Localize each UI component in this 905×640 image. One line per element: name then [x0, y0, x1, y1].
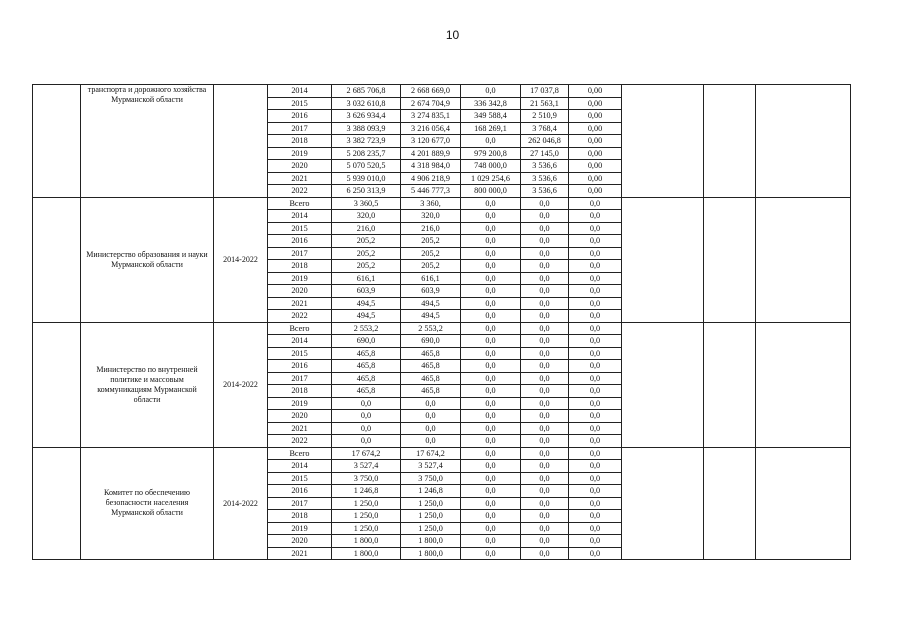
local-budget-cell: 0,0	[521, 322, 569, 335]
local-budget-cell: 0,0	[521, 397, 569, 410]
empty-indicator-cell	[756, 447, 851, 560]
local-budget-cell: 0,0	[521, 260, 569, 273]
total-cell: 5 939 010,0	[332, 172, 401, 185]
year-cell: 2015	[268, 97, 332, 110]
local-budget-cell: 0,0	[521, 547, 569, 560]
year-cell: 2020	[268, 410, 332, 423]
other-sources-cell: 0,0	[569, 310, 622, 323]
other-sources-cell: 0,00	[569, 110, 622, 123]
federal-budget-cell: 0,0	[461, 310, 521, 323]
empty-indicator-cell	[704, 447, 756, 560]
regional-budget-cell: 465,8	[401, 347, 461, 360]
federal-budget-cell: 0,0	[461, 485, 521, 498]
regional-budget-cell: 4 318 984,0	[401, 160, 461, 173]
period-cell: 2014-2022	[214, 197, 268, 322]
regional-budget-cell: 0,0	[401, 397, 461, 410]
total-cell: 2 553,2	[332, 322, 401, 335]
executor-name-cell: Комитет по обеспечению безопасности населения Мурманской области	[81, 447, 214, 560]
federal-budget-cell: 0,0	[461, 360, 521, 373]
other-sources-cell: 0,0	[569, 247, 622, 260]
regional-budget-cell: 603,9	[401, 285, 461, 298]
other-sources-cell: 0,0	[569, 297, 622, 310]
regional-budget-cell: 465,8	[401, 372, 461, 385]
regional-budget-cell: 2 553,2	[401, 322, 461, 335]
year-cell: 2016	[268, 360, 332, 373]
federal-budget-cell: 0,0	[461, 497, 521, 510]
regional-budget-cell: 465,8	[401, 385, 461, 398]
total-cell: 616,1	[332, 272, 401, 285]
other-sources-cell: 0,00	[569, 172, 622, 185]
regional-budget-cell: 3 527,4	[401, 460, 461, 473]
local-budget-cell: 17 037,8	[521, 85, 569, 98]
total-cell: 0,0	[332, 435, 401, 448]
total-cell: 465,8	[332, 372, 401, 385]
year-cell: 2015	[268, 472, 332, 485]
other-sources-cell: 0,0	[569, 447, 622, 460]
year-cell: 2022	[268, 435, 332, 448]
total-cell: 1 250,0	[332, 497, 401, 510]
executor-name-cell: транспорта и дорожного хозяйства Мурманской области	[81, 85, 214, 198]
other-sources-cell: 0,0	[569, 335, 622, 348]
executor-name-cell: Министерство образования и науки Мурманской области	[81, 197, 214, 322]
total-cell: 3 388 093,9	[332, 122, 401, 135]
total-cell: 1 800,0	[332, 547, 401, 560]
period-cell: 2014-2022	[214, 447, 268, 560]
table-row	[33, 85, 851, 98]
local-budget-cell: 0,0	[521, 297, 569, 310]
local-budget-cell: 0,0	[521, 197, 569, 210]
year-cell: 2020	[268, 285, 332, 298]
federal-budget-cell: 979 200,8	[461, 147, 521, 160]
local-budget-cell: 0,0	[521, 485, 569, 498]
empty-indicator-cell	[622, 322, 704, 447]
regional-budget-cell: 2 674 704,9	[401, 97, 461, 110]
table-row	[33, 447, 851, 460]
regional-budget-cell: 205,2	[401, 247, 461, 260]
table-row	[33, 197, 851, 210]
other-sources-cell: 0,0	[569, 322, 622, 335]
federal-budget-cell: 0,0	[461, 85, 521, 98]
other-sources-cell: 0,00	[569, 97, 622, 110]
total-cell: 6 250 313,9	[332, 185, 401, 198]
federal-budget-cell: 0,0	[461, 435, 521, 448]
year-cell: 2019	[268, 397, 332, 410]
other-sources-cell: 0,0	[569, 285, 622, 298]
other-sources-cell: 0,0	[569, 547, 622, 560]
year-cell: 2014	[268, 210, 332, 223]
total-cell: 465,8	[332, 360, 401, 373]
federal-budget-cell: 800 000,0	[461, 185, 521, 198]
regional-budget-cell: 3 360,	[401, 197, 461, 210]
local-budget-cell: 0,0	[521, 435, 569, 448]
empty-indicator-cell	[704, 197, 756, 322]
regional-budget-cell: 690,0	[401, 335, 461, 348]
regional-budget-cell: 320,0	[401, 210, 461, 223]
other-sources-cell: 0,0	[569, 235, 622, 248]
federal-budget-cell: 0,0	[461, 547, 521, 560]
year-cell: 2016	[268, 110, 332, 123]
local-budget-cell: 0,0	[521, 422, 569, 435]
other-sources-cell: 0,0	[569, 360, 622, 373]
local-budget-cell: 0,0	[521, 360, 569, 373]
local-budget-cell: 0,0	[521, 247, 569, 260]
other-sources-cell: 0,0	[569, 472, 622, 485]
empty-indicator-cell	[622, 85, 704, 198]
other-sources-cell: 0,00	[569, 147, 622, 160]
regional-budget-cell: 465,8	[401, 360, 461, 373]
regional-budget-cell: 205,2	[401, 235, 461, 248]
other-sources-cell: 0,0	[569, 410, 622, 423]
regional-budget-cell: 17 674,2	[401, 447, 461, 460]
year-cell: 2020	[268, 535, 332, 548]
other-sources-cell: 0,0	[569, 222, 622, 235]
other-sources-cell: 0,0	[569, 347, 622, 360]
local-budget-cell: 0,0	[521, 460, 569, 473]
regional-budget-cell: 216,0	[401, 222, 461, 235]
federal-budget-cell: 0,0	[461, 522, 521, 535]
row-number-cell	[33, 197, 81, 322]
local-budget-cell: 0,0	[521, 222, 569, 235]
federal-budget-cell: 336 342,8	[461, 97, 521, 110]
regional-budget-cell: 3 216 056,4	[401, 122, 461, 135]
federal-budget-cell: 0,0	[461, 322, 521, 335]
total-cell: 3 527,4	[332, 460, 401, 473]
federal-budget-cell: 748 000,0	[461, 160, 521, 173]
federal-budget-cell: 0,0	[461, 235, 521, 248]
year-cell: 2016	[268, 235, 332, 248]
year-cell: Всего	[268, 322, 332, 335]
federal-budget-cell: 0,0	[461, 347, 521, 360]
total-cell: 3 750,0	[332, 472, 401, 485]
regional-budget-cell: 494,5	[401, 310, 461, 323]
local-budget-cell: 0,0	[521, 510, 569, 523]
year-cell: 2021	[268, 297, 332, 310]
federal-budget-cell: 349 588,4	[461, 110, 521, 123]
federal-budget-cell: 1 029 254,6	[461, 172, 521, 185]
row-number-cell	[33, 322, 81, 447]
federal-budget-cell: 0,0	[461, 297, 521, 310]
period-cell: 2014-2022	[214, 322, 268, 447]
year-cell: 2021	[268, 547, 332, 560]
local-budget-cell: 0,0	[521, 235, 569, 248]
year-cell: 2019	[268, 147, 332, 160]
other-sources-cell: 0,0	[569, 197, 622, 210]
year-cell: 2017	[268, 497, 332, 510]
total-cell: 690,0	[332, 335, 401, 348]
regional-budget-cell: 1 250,0	[401, 522, 461, 535]
federal-budget-cell: 0,0	[461, 460, 521, 473]
empty-indicator-cell	[756, 322, 851, 447]
other-sources-cell: 0,0	[569, 435, 622, 448]
regional-budget-cell: 0,0	[401, 410, 461, 423]
table-row	[33, 322, 851, 335]
local-budget-cell: 0,0	[521, 522, 569, 535]
other-sources-cell: 0,0	[569, 535, 622, 548]
local-budget-cell: 2 510,9	[521, 110, 569, 123]
federal-budget-cell: 0,0	[461, 372, 521, 385]
local-budget-cell: 0,0	[521, 447, 569, 460]
total-cell: 2 685 706,8	[332, 85, 401, 98]
federal-budget-cell: 168 269,1	[461, 122, 521, 135]
page-number: 10	[445, 28, 460, 42]
executor-name-cell: Министерство по внутренней политике и массовым коммуникациям Мурманской области	[81, 322, 214, 447]
total-cell: 3 382 723,9	[332, 135, 401, 148]
federal-budget-cell: 0,0	[461, 510, 521, 523]
year-cell: 2014	[268, 85, 332, 98]
federal-budget-cell: 0,0	[461, 472, 521, 485]
year-cell: 2017	[268, 122, 332, 135]
row-number-cell	[33, 85, 81, 198]
regional-budget-cell: 616,1	[401, 272, 461, 285]
total-cell: 1 800,0	[332, 535, 401, 548]
regional-budget-cell: 3 274 835,1	[401, 110, 461, 123]
federal-budget-cell: 0,0	[461, 285, 521, 298]
finance-table	[32, 84, 851, 560]
regional-budget-cell: 494,5	[401, 297, 461, 310]
row-number-cell	[33, 447, 81, 560]
regional-budget-cell: 4 906 218,9	[401, 172, 461, 185]
regional-budget-cell: 3 750,0	[401, 472, 461, 485]
federal-budget-cell: 0,0	[461, 447, 521, 460]
federal-budget-cell: 0,0	[461, 397, 521, 410]
other-sources-cell: 0,0	[569, 397, 622, 410]
total-cell: 0,0	[332, 410, 401, 423]
finance-table-body	[33, 85, 851, 560]
regional-budget-cell: 2 668 669,0	[401, 85, 461, 98]
local-budget-cell: 0,0	[521, 497, 569, 510]
federal-budget-cell: 0,0	[461, 222, 521, 235]
local-budget-cell: 0,0	[521, 347, 569, 360]
local-budget-cell: 0,0	[521, 310, 569, 323]
local-budget-cell: 0,0	[521, 272, 569, 285]
total-cell: 320,0	[332, 210, 401, 223]
year-cell: 2015	[268, 347, 332, 360]
empty-indicator-cell	[756, 197, 851, 322]
local-budget-cell: 27 145,0	[521, 147, 569, 160]
regional-budget-cell: 1 800,0	[401, 535, 461, 548]
other-sources-cell: 0,00	[569, 135, 622, 148]
other-sources-cell: 0,0	[569, 372, 622, 385]
total-cell: 465,8	[332, 347, 401, 360]
local-budget-cell: 262 046,8	[521, 135, 569, 148]
year-cell: 2018	[268, 135, 332, 148]
year-cell: 2018	[268, 260, 332, 273]
other-sources-cell: 0,0	[569, 272, 622, 285]
federal-budget-cell: 0,0	[461, 385, 521, 398]
total-cell: 216,0	[332, 222, 401, 235]
federal-budget-cell: 0,0	[461, 210, 521, 223]
local-budget-cell: 3 536,6	[521, 185, 569, 198]
other-sources-cell: 0,0	[569, 497, 622, 510]
regional-budget-cell: 0,0	[401, 435, 461, 448]
other-sources-cell: 0,00	[569, 185, 622, 198]
regional-budget-cell: 5 446 777,3	[401, 185, 461, 198]
year-cell: 2017	[268, 247, 332, 260]
total-cell: 0,0	[332, 397, 401, 410]
total-cell: 603,9	[332, 285, 401, 298]
federal-budget-cell: 0,0	[461, 410, 521, 423]
total-cell: 1 250,0	[332, 510, 401, 523]
regional-budget-cell: 4 201 889,9	[401, 147, 461, 160]
total-cell: 0,0	[332, 422, 401, 435]
federal-budget-cell: 0,0	[461, 422, 521, 435]
regional-budget-cell: 205,2	[401, 260, 461, 273]
year-cell: 2015	[268, 222, 332, 235]
total-cell: 465,8	[332, 385, 401, 398]
finance-table-wrapper	[32, 84, 851, 560]
other-sources-cell: 0,0	[569, 485, 622, 498]
local-budget-cell: 0,0	[521, 335, 569, 348]
federal-budget-cell: 0,0	[461, 247, 521, 260]
empty-indicator-cell	[622, 197, 704, 322]
year-cell: Всего	[268, 197, 332, 210]
other-sources-cell: 0,0	[569, 510, 622, 523]
local-budget-cell: 3 536,6	[521, 172, 569, 185]
local-budget-cell: 0,0	[521, 372, 569, 385]
total-cell: 3 626 934,4	[332, 110, 401, 123]
year-cell: 2014	[268, 460, 332, 473]
total-cell: 205,2	[332, 260, 401, 273]
year-cell: 2020	[268, 160, 332, 173]
local-budget-cell: 3 536,6	[521, 160, 569, 173]
empty-indicator-cell	[704, 85, 756, 198]
local-budget-cell: 21 563,1	[521, 97, 569, 110]
total-cell: 3 032 610,8	[332, 97, 401, 110]
total-cell: 494,5	[332, 310, 401, 323]
federal-budget-cell: 0,0	[461, 135, 521, 148]
other-sources-cell: 0,0	[569, 522, 622, 535]
year-cell: 2022	[268, 310, 332, 323]
regional-budget-cell: 0,0	[401, 422, 461, 435]
federal-budget-cell: 0,0	[461, 535, 521, 548]
local-budget-cell: 0,0	[521, 385, 569, 398]
local-budget-cell: 0,0	[521, 535, 569, 548]
total-cell: 3 360,5	[332, 197, 401, 210]
other-sources-cell: 0,0	[569, 260, 622, 273]
other-sources-cell: 0,0	[569, 422, 622, 435]
total-cell: 5 070 520,5	[332, 160, 401, 173]
year-cell: 2021	[268, 172, 332, 185]
federal-budget-cell: 0,0	[461, 335, 521, 348]
year-cell: 2019	[268, 522, 332, 535]
total-cell: 1 246,8	[332, 485, 401, 498]
year-cell: 2022	[268, 185, 332, 198]
regional-budget-cell: 1 250,0	[401, 497, 461, 510]
local-budget-cell: 0,0	[521, 472, 569, 485]
other-sources-cell: 0,00	[569, 85, 622, 98]
total-cell: 205,2	[332, 235, 401, 248]
federal-budget-cell: 0,0	[461, 197, 521, 210]
regional-budget-cell: 1 800,0	[401, 547, 461, 560]
year-cell: 2016	[268, 485, 332, 498]
other-sources-cell: 0,00	[569, 160, 622, 173]
year-cell: 2017	[268, 372, 332, 385]
total-cell: 1 250,0	[332, 522, 401, 535]
regional-budget-cell: 1 246,8	[401, 485, 461, 498]
other-sources-cell: 0,0	[569, 385, 622, 398]
other-sources-cell: 0,00	[569, 122, 622, 135]
year-cell: 2018	[268, 385, 332, 398]
year-cell: 2021	[268, 422, 332, 435]
year-cell: Всего	[268, 447, 332, 460]
regional-budget-cell: 1 250,0	[401, 510, 461, 523]
federal-budget-cell: 0,0	[461, 272, 521, 285]
local-budget-cell: 0,0	[521, 210, 569, 223]
local-budget-cell: 0,0	[521, 285, 569, 298]
empty-indicator-cell	[622, 447, 704, 560]
other-sources-cell: 0,0	[569, 210, 622, 223]
local-budget-cell: 0,0	[521, 410, 569, 423]
total-cell: 5 208 235,7	[332, 147, 401, 160]
total-cell: 494,5	[332, 297, 401, 310]
federal-budget-cell: 0,0	[461, 260, 521, 273]
period-cell	[214, 85, 268, 198]
empty-indicator-cell	[704, 322, 756, 447]
empty-indicator-cell	[756, 85, 851, 198]
other-sources-cell: 0,0	[569, 460, 622, 473]
year-cell: 2019	[268, 272, 332, 285]
total-cell: 17 674,2	[332, 447, 401, 460]
total-cell: 205,2	[332, 247, 401, 260]
regional-budget-cell: 3 120 677,0	[401, 135, 461, 148]
local-budget-cell: 3 768,4	[521, 122, 569, 135]
year-cell: 2018	[268, 510, 332, 523]
year-cell: 2014	[268, 335, 332, 348]
